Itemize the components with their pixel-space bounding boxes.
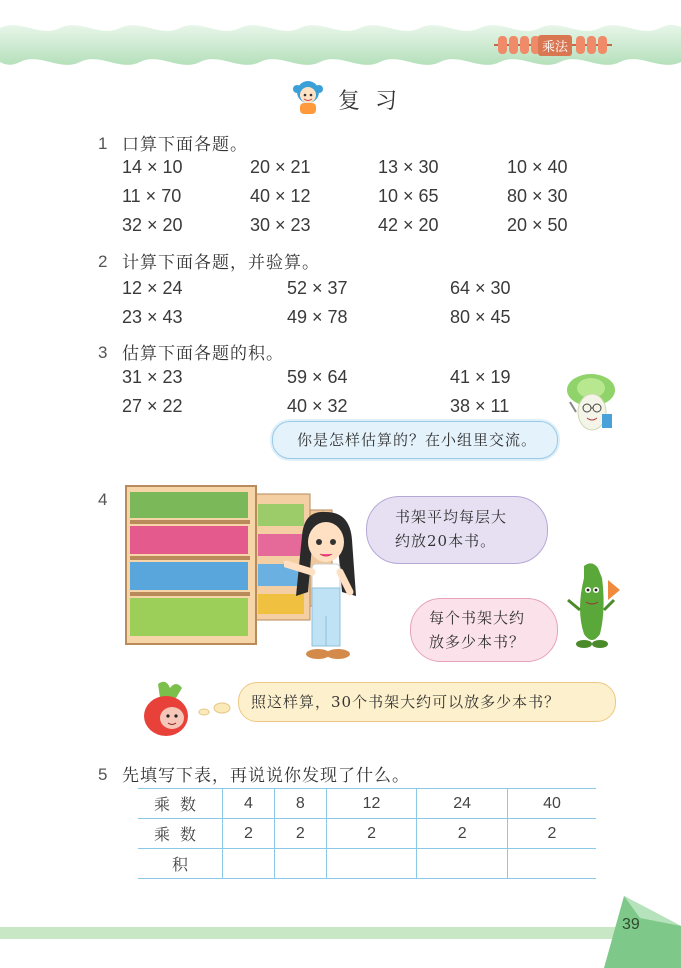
q1-item: 13 × 30	[378, 157, 439, 177]
mascot-girl-icon	[290, 76, 326, 116]
bubble-pepper-line2: 放多少本书？	[429, 633, 526, 651]
girl-character-illustration	[284, 506, 366, 662]
table-cell: 40	[508, 789, 597, 819]
answer-cell[interactable]	[417, 849, 508, 879]
q2-item: 52 × 37	[287, 278, 348, 298]
speech-bubble-girl	[366, 496, 548, 564]
bubble-girl-line2: 约放20本书。	[395, 532, 497, 550]
bubble-pepper-line1: 每个书架大约	[429, 609, 526, 627]
q1-item: 40 × 12	[250, 186, 311, 206]
table-cell: 24	[417, 789, 508, 819]
q1-item: 30 × 23	[250, 215, 311, 235]
q3-item: 27 × 22	[122, 396, 183, 416]
answer-cell[interactable]	[508, 849, 597, 879]
table-cell: 2	[417, 819, 508, 849]
q1-item: 11 × 70	[122, 186, 182, 206]
table-cell: 2	[508, 819, 597, 849]
multiplication-table	[138, 788, 596, 879]
q1-item: 20 × 21	[250, 157, 311, 177]
q1-item: 80 × 30	[507, 186, 568, 206]
table-cell: 2	[223, 819, 275, 849]
q2-item: 12 × 24	[122, 278, 183, 298]
footer-band	[0, 927, 620, 939]
cabbage-mascot-icon	[556, 368, 626, 440]
q1-item: 20 × 50	[507, 215, 568, 235]
table-cell: 12	[326, 789, 417, 819]
q3-item: 31 × 23	[122, 367, 183, 387]
question-2-prompt: 计算下面各题，并验算。	[122, 253, 320, 273]
table-row	[138, 849, 596, 879]
answer-cell[interactable]	[326, 849, 417, 879]
q1-item: 10 × 65	[378, 186, 439, 206]
q2-item: 23 × 43	[122, 307, 183, 327]
question-1-prompt: 口算下面各题。	[122, 135, 248, 155]
question-number-3: 3	[98, 343, 108, 362]
subject-label: 乘法	[538, 35, 572, 56]
q3-item: 40 × 32	[287, 396, 348, 416]
table-cell: 2	[274, 819, 326, 849]
question-number-2: 2	[98, 252, 108, 271]
question-number-4: 4	[98, 490, 108, 509]
table-cell: 4	[223, 789, 275, 819]
question-3-prompt: 估算下面各题的积。	[122, 344, 284, 364]
table-row	[138, 789, 596, 819]
q1-item: 10 × 40	[507, 157, 568, 177]
q2-item: 80 × 45	[450, 307, 511, 327]
q3-item: 41 × 19	[450, 367, 511, 387]
q1-item: 14 × 10	[122, 157, 183, 177]
speech-bubble-estimate	[272, 421, 558, 459]
question-number-1: 1	[98, 134, 108, 153]
row-label: 乘数	[138, 789, 223, 819]
thought-dots-icon	[196, 696, 244, 720]
q1-item: 32 × 20	[122, 215, 183, 235]
answer-cell[interactable]	[274, 849, 326, 879]
q3-item: 59 × 64	[287, 367, 348, 387]
q1-item: 42 × 20	[378, 215, 439, 235]
question-number-5: 5	[98, 765, 108, 784]
speech-bubble-radish	[238, 682, 616, 722]
q2-item: 64 × 30	[450, 278, 511, 298]
bubble-radish-text: 照这样算，30个书架大约可以放多少本书？	[251, 693, 561, 711]
section-title: 复 习	[338, 89, 401, 114]
subject-label-bar	[492, 34, 614, 56]
row-label: 乘数	[138, 819, 223, 849]
row-label: 积	[138, 849, 223, 879]
radish-mascot-icon	[136, 680, 196, 738]
table-row	[138, 819, 596, 849]
speech-bubble-pepper	[410, 598, 558, 662]
page-corner-decoration	[600, 896, 681, 968]
bubble-girl-line1: 书架平均每层大	[395, 508, 508, 526]
table-cell: 2	[326, 819, 417, 849]
answer-cell[interactable]	[223, 849, 275, 879]
q3-item: 38 × 11	[450, 396, 510, 416]
pepper-mascot-icon	[562, 560, 622, 652]
table-cell: 8	[274, 789, 326, 819]
page-number: 39	[622, 916, 640, 933]
question-5-prompt: 先填写下表，再说说你发现了什么。	[122, 766, 410, 786]
bubble-estimate-text: 你是怎样估算的？在小组里交流。	[297, 431, 538, 449]
q2-item: 49 × 78	[287, 307, 348, 327]
